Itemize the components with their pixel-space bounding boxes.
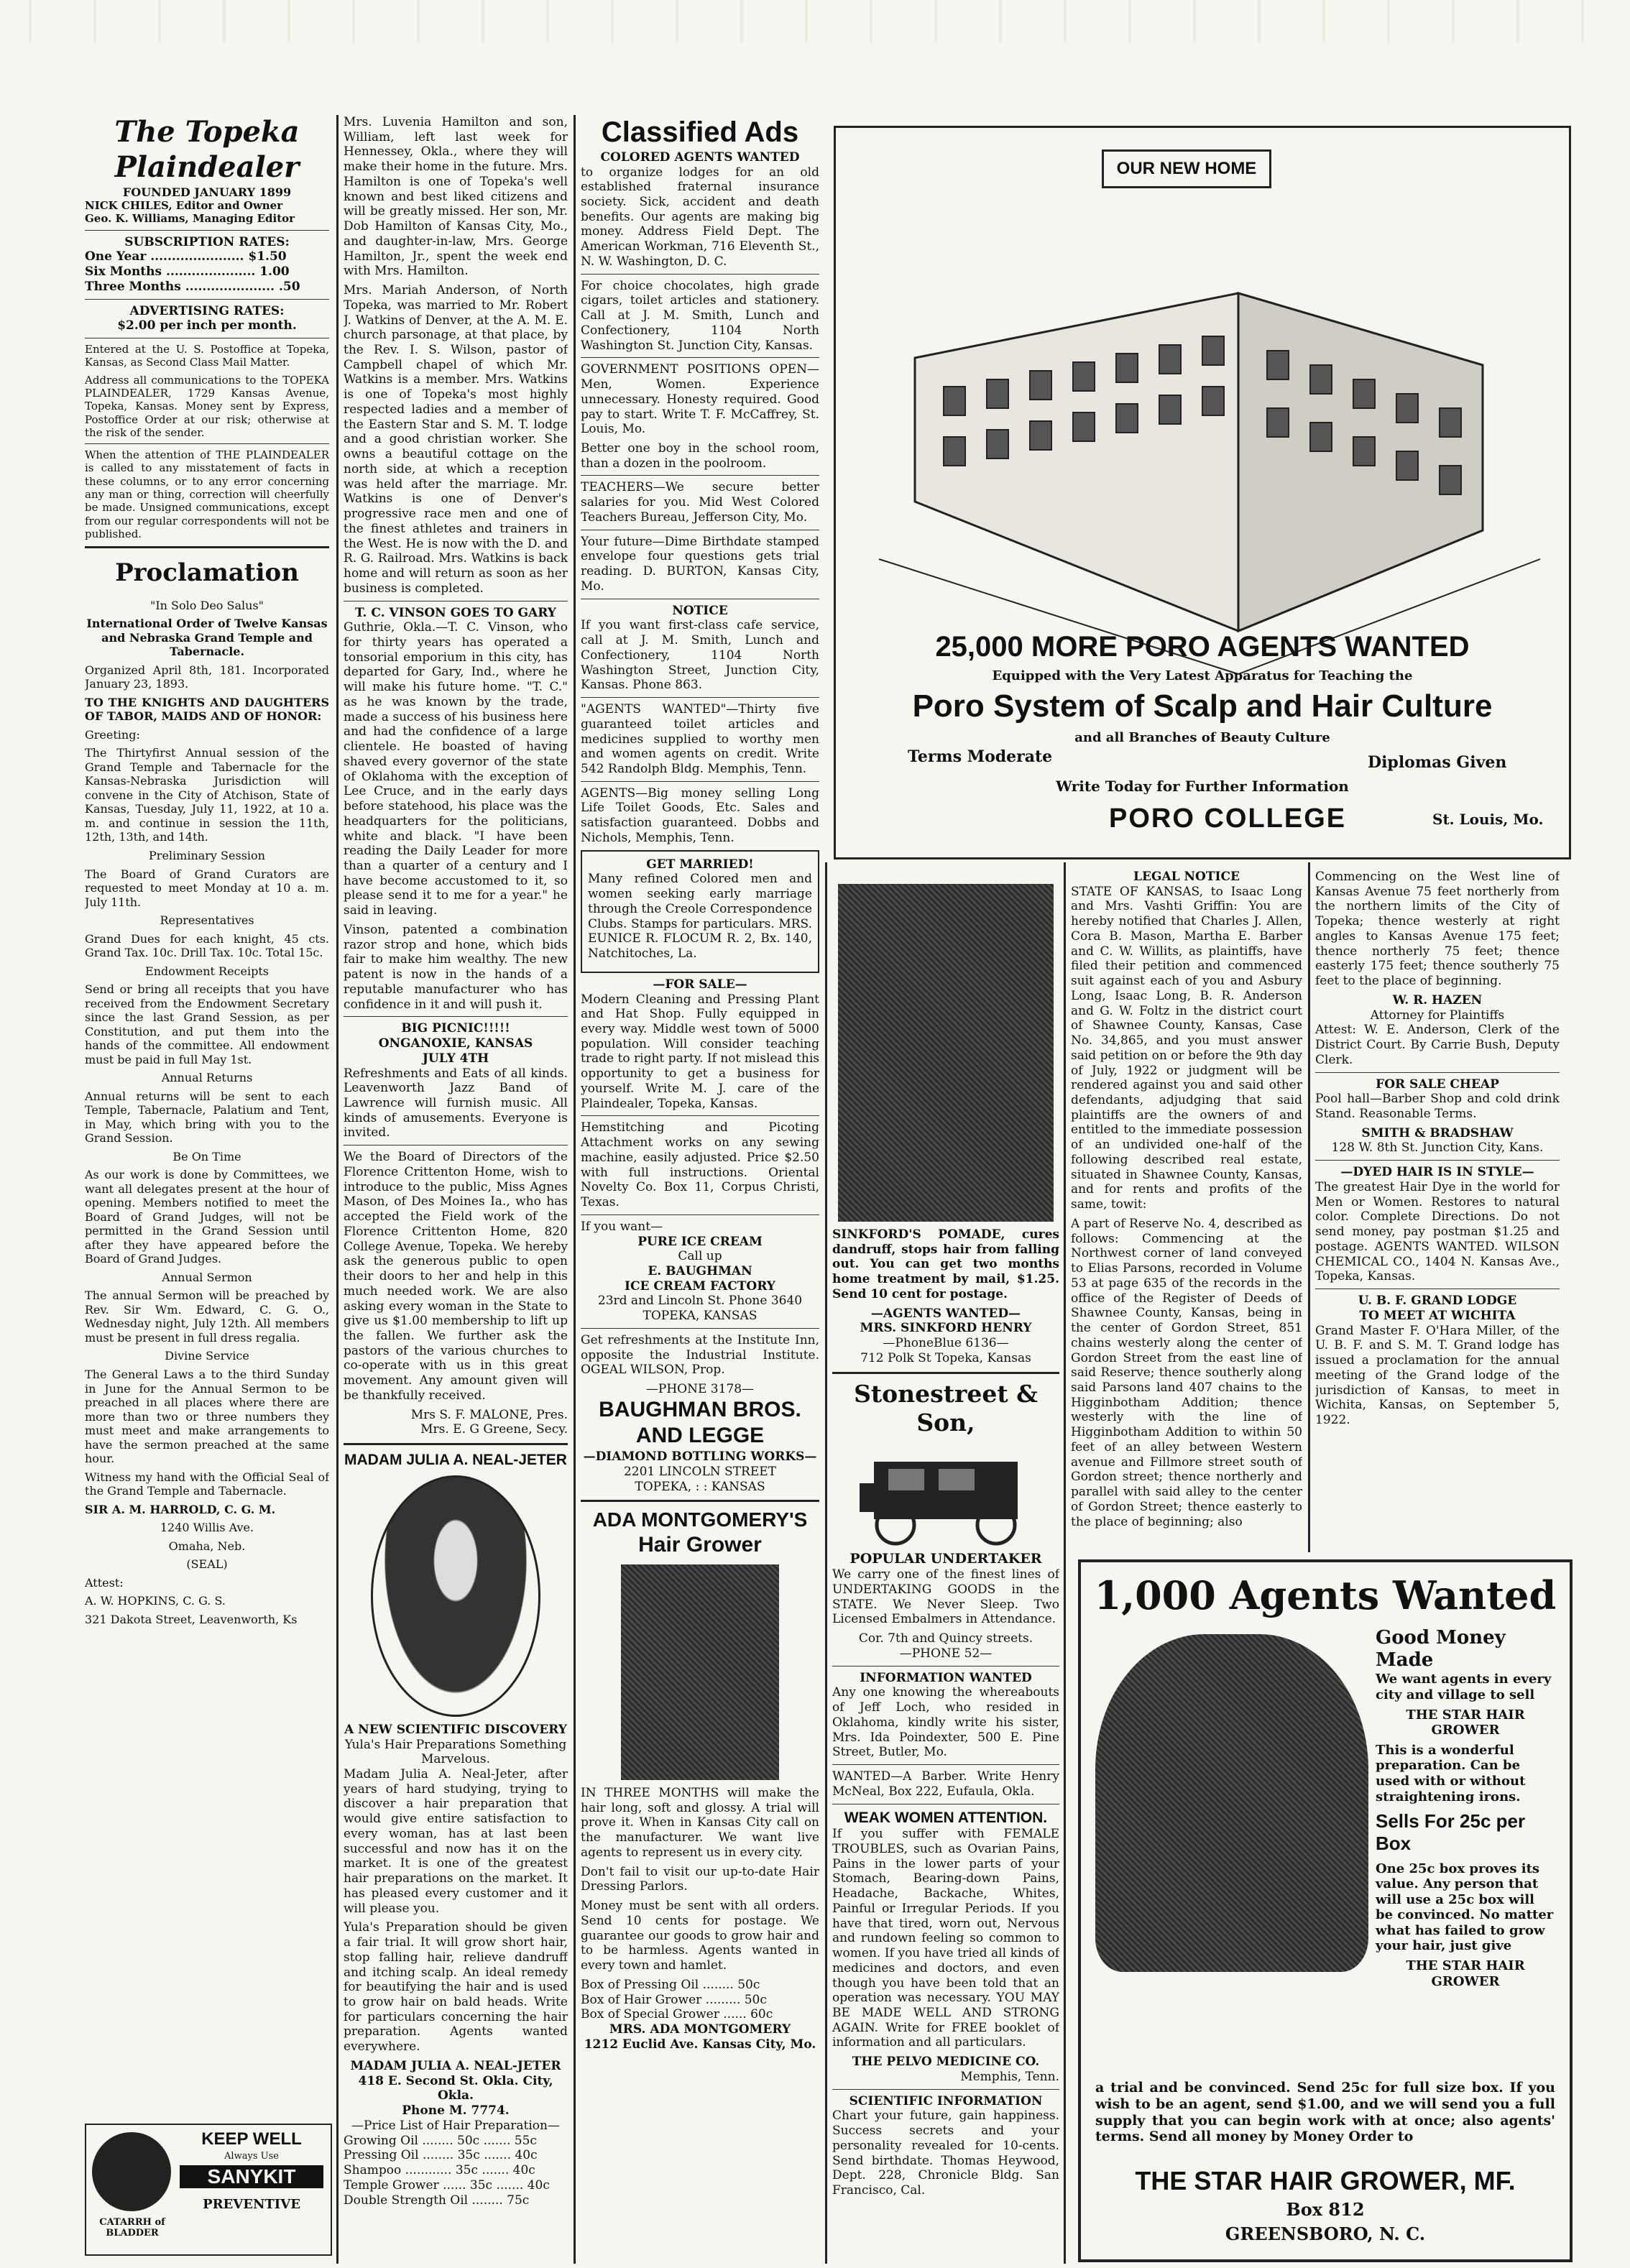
proclamation-line: Preliminary Session [149,848,265,862]
legal-body-2: A part of Reserve No. 4, described as follows: Commencing at the Northwest corner of land conveyed to Elias Parsons, recorded in Volume 53 at page 635 of the records in the office of the Register of Deeds of Shawnee County, Kansas, being in the center of Gordon Street, 851 chains westerly along the center of Gordon Street from the east line of said Reserve; thence southerly along said Parsons land 407 chains to the Higginbotham Addition; thence westerly with the line of Higginbotham Addition to within 50 feet of an alley between Western avenue and Fillmore street south of Gordon street; thence northerly and parallel with said alley to the center of Gordon Street; thence easterly to the place of beginning; also [1071,1216,1302,1529]
seal-icon [92,2132,171,2211]
social-item: Mrs. Mariah Anderson, of North Topeka, was married to Mr. Robert J. Watkins of Denver, at the A. M. E. church parsonage, at that place, by the Rev. I. S. Wilson, pastor of Campbell chapel of which Mr. Watkins is a member. Mrs. Watkins is one of Topeka's most highly respected ladies and a member of the Eastern Star and S. M. T. lodge and a good christian worker. She owns a beautiful cottage on the north side, at which a reception was held after the marriage. Mr. Watkins is one of Denver's progressive race men and one of the finest athletes and trainers in the West. He is now with the D. and R. G. Railroad. Mrs. Watkins is back home and will return as soon as her business is completed. [344,283,568,596]
phone-label: —PHONE 3178— [645,1382,755,1397]
proclamation-line: The General Laws a to the third Sunday in June for the Annual Sermon to be preached in all places where there are more than two or three numbers they must meet and make arrangements to have the sermon preached at the same hour. [85,1368,329,1466]
star-name-2: THE STAR HAIR GROWER [1406,1958,1525,1989]
poro-sub: Equipped with the Very Latest Apparatus for Teaching the [992,668,1413,683]
legal-body-3: Commencing on the West line of Kansas Avenue 75 feet northerly from the northern limits of the City of Topeka; thence westerly at right angles to Kansas Avenue 175 feet; thence northerly 75 feet; thence easterly 175 feet; thence southerly 75 feet to the place of beginning. [1315,870,1560,989]
discovery-heading: A NEW SCIENTIFIC DISCOVERY [344,1722,567,1737]
ubf-heading: U. B. F. GRAND LODGE [1358,1294,1517,1309]
icecream-city: TOPEKA, KANSAS [643,1309,758,1324]
forsale-body: Modern Cleaning and Pressing Plant and Hat Shop. Fully equipped in every way. Middle west town of 5000 population. Will consider teaching trade to right party. If not mislead this opportunity to get a business for yourself. Write M. J. care of the Plaindealer, Topeka, Kansas. [581,992,819,1111]
neal-addr: MADAM JULIA A. NEAL-JETER [350,2058,561,2073]
star-wonder: This is a wonderful preparation. Can be used with or without straightening irons. [1376,1742,1526,1804]
proclamation-line: 321 Dakota Street, Leavenworth, Ks [85,1612,298,1626]
classified-item: to organize lodges for an old established fraternal insurance society. Sick, accident and death benefits. Our agents are making big money. Address Field Dept. The American Workman, 716 Eleventh St., N. W. Washington, D. C. [581,165,819,269]
star-boxno: Box 812 [1286,2199,1365,2220]
masthead-editor: NICK CHILES, Editor and Owner [85,199,283,213]
proclamation-line: The Thirtyfirst Annual session of the Grand Temple and Tabernacle for the Kansas-Nebraska Jurisdiction will convene in the City of Atchison, State of Kansas, Tuesday, July 11, 1922, at 10 a. m. and continue in session the 11th, 12th, 13th, and 14th. [85,746,329,844]
ada-sub: Hair Grower [638,1533,762,1557]
star-name: THE STAR HAIR GROWER [1406,1707,1525,1738]
proclamation-line: Send or bring all receipts that you have received from the Endowment Secretary since the last Grand Session, as per Constitution, and put them into the hands of the committee. All endowment must be paid in full May 1st. [85,982,329,1066]
legal-sig: W. R. HAZEN [1392,992,1483,1008]
top-margin-noise [0,0,1630,43]
scientific-body: Chart your future, gain happiness. Success secrets and your personality revealed for 10-cents. Send birthdate. Thomas Heywood, Dept. 228, Chronicle Bldg. San Francisco, Cal. [832,2108,1059,2198]
subscription-heading: SUBSCRIPTION RATES: [124,234,290,249]
picnic-sub: ONGANOXIE, KANSAS [378,1036,533,1051]
info-heading: INFORMATION WANTED [860,1670,1032,1685]
poro-system: Poro System of Scalp and Hair Culture [912,688,1493,724]
info-body: Any one knowing the whereabouts of Jeff Loch, who resided in Oklahoma, kindly write his sister, Mrs. Ida Poindexter, 500 E. Pine Street, Butler, Mo. [832,1685,1059,1760]
star-city: GREENSBORO, N. C. [1225,2223,1426,2244]
proclamation-line: Divine Service [165,1349,249,1363]
proclamation-body [85,599,329,1627]
proclamation-line: As our work is done by Committees, we want all delegates present at the hour of opening. Members notified to meet the Board of Grand Judges, will not be permitted in the Grand Session until after they have appeared before the Board of Grand Judges. [85,1168,329,1266]
icecream-factory: ICE CREAM FACTORY [625,1278,775,1294]
weak-sig: THE PELVO MEDICINE CO. [852,2055,1040,2070]
married-box [581,850,819,973]
proclamation-line: Be On Time [172,1149,241,1163]
poro-write: Write Today for Further Information [1056,778,1349,795]
pricelist-item: Temple Grower ...... 35c ....... 40c [344,2177,550,2193]
crittenton-sig: Mrs S. F. MALONE, Pres. [410,1407,568,1422]
column-2 [344,115,568,2254]
agents-heading: COLORED AGENTS WANTED [600,149,800,165]
star-box: One 25c box proves its value. Any person that will use a 25c box will be convinced. No matter what has failed to grow your hair, just give [1376,1861,1554,1954]
keep-well-label: KEEP WELL [201,2129,302,2149]
ada-body-2: Don't fail to visit our up-to-date Hair Dressing Parlors. [581,1864,819,1894]
proclamation-line: Annual Sermon [162,1270,252,1284]
married-body: Many refined Colored men and women seeking early marriage through the Creole Correspondence Clubs. Stamps for particulars. MRS. EUNICE R. FLOCUM R. 2, Bx. 140, Natchitoches, La. [588,872,812,962]
stonestreet-addr: Cor. 7th and Quincy streets. [858,1631,1033,1646]
picnic-heading: BIG PICNIC!!!!! [401,1021,510,1036]
subscription-six-months: Six Months ..................... 1.00 [85,264,290,280]
proclamation-line: (SEAL) [186,1557,228,1572]
column-1 [85,115,329,2254]
proclamation-line: The annual Sermon will be preached by Rev. Sir Wm. Edward, C. G. O., Wednesday night, July 12th. All members must be present in full dress regalia. [85,1289,329,1345]
poro-city: St. Louis, Mo. [1432,811,1544,828]
neal-jeter-heading: MADAM JULIA A. NEAL-JETER [344,1452,567,1469]
forsale-cheap-body: Pool hall—Barber Shop and cold drink Stand. Reasonable Terms. [1315,1092,1560,1122]
column-6 [1315,870,1560,1549]
proclamation-line: International Order of Twelve Kansas and Nebraska Grand Temple and Tabernacle. [86,617,328,659]
forsale-heading: —FOR SALE— [653,977,747,992]
column-rule [574,115,576,2264]
ada-heading: ADA MONTGOMERY'S [592,1508,808,1531]
proclamation-line: Endowment Receipts [145,964,269,978]
ada-price: Box of Hair Grower ......... 50c [581,1992,767,2007]
vinson-body: Guthrie, Okla.—T. C. Vinson, who for thirty years has operated a tonsorial emporium in this city, has departed for Gary, Ind., where he will make his future home. "T. C." as he was known by the trade, made a success of his business here and had the confidence of a large clientele. He boasted of having shaved every governor of the state of Oklahoma with the exception of Lee Cruce, and in the early days before statehood, his place was the headquarters for the politicians, white and black. "I have been reading the Daily Leader for more than a quarter of a century and I have become accustomed to it, so please send it to me for a year." he said in leaving. [344,620,568,918]
baughman-sub: —DIAMOND BOTTLING WORKS— [583,1449,817,1465]
dyed-body: The greatest Hair Dye in the world for Men or Women. Restores to natural color. Complete Directions. Do not send money, pay postman $1.25 and postage. AGENTS WANTED. WILSON CHEMICAL CO., 1404 N. Kansas Ave., Topeka, Kansas. [1315,1179,1560,1284]
star-portrait [1095,1634,1368,1972]
sinkford-body: SINKFORD'S POMADE, cures dandruff, stops hair from falling out. You can get two months home treatment by mail, $1.25. Send 10 cent for postage. [832,1227,1059,1301]
ada-body: IN THREE MONTHS will make the hair long, soft and glossy. A trial will prove it. When in Kansas City call on the manufacturer. We want live agents to represent us in every city. [581,1786,819,1860]
classified-item: For choice chocolates, high grade cigars, toilet articles and stationery. Call at J. M. Smith, Lunch and Confectionery, 1104 North Washington St. Junction City, Kansas. [581,278,819,353]
social-item: Mrs. Luvenia Hamilton and son, William, left last week for Hennessey, Okla., where they will make their home in the future. Mrs. Hamilton is one of Topeka's well known and best liked citizens and will be greatly missed. Her son, Mr. Dob Hamilton of Kansas City, Mo., and daughter-in-law, Mrs. George Hamilton, Jr., spent the week end with Mrs. Hamilton. [344,115,568,279]
advertising-heading: ADVERTISING RATES: [129,303,285,318]
sinkford-name: MRS. SINKFORD HENRY [860,1321,1032,1336]
star-sells: Sells For 25c per Box [1376,1810,1526,1855]
sinkford-portrait [838,884,1054,1222]
proclamation-line: SIR A. M. HARROLD, C. G. M. [85,1502,276,1516]
notice-heading: NOTICE [672,603,728,618]
sanykit-ad [85,2124,332,2256]
hemstitch-body: Hemstitching and Picoting Attachment works on any sewing machine, easily adjusted. Price $2.50 with full instructions. Oriental Novelty Co. Box 11, Corpus Christi, Texas. [581,1120,819,1210]
classified-heading: Classified Ads [601,116,799,148]
weak-heading: WEAK WOMEN ATTENTION. [844,1809,1048,1826]
yula-sub: Yula's Hair Preparations Something Marvelous. [344,1737,567,1767]
proclamation-line: "In Solo Deo Salus" [149,598,264,612]
sinkford-addr: 712 Polk St Topeka, Kansas [860,1350,1031,1365]
weak-body: If you suffer with FEMALE TROUBLES, such as Ovarian Pains, Pains in the lower parts of your Stomach, Bearing-down Pains, Headache, Backache, Whites, Painful or Irregular Periods. If you have that tired, worn out, Nervous and rundown feeling so common to women. If you have tried all kinds of medicines and doctors, and even though you have been told that an operation was necessary. YOU MAY BE MADE WELL AND STRONG AGAIN. Write for FREE booklet of information and all particulars. [832,1827,1059,2050]
scientific-heading: SCIENTIFIC INFORMATION [849,2093,1043,2108]
sanykit-sub: PREVENTIVE [203,2197,300,2212]
ada-price: Box of Pressing Oil ........ 50c [581,1977,760,1992]
crittenton-sig: Mrs. E. G Greene, Secy. [420,1422,568,1437]
forsale-cheap-heading: FOR SALE CHEAP [1376,1077,1499,1092]
icecream-name: E. BAUGHMAN [648,1264,752,1278]
picnic-date: JULY 4TH [422,1051,489,1066]
icecream-addr: 23rd and Lincoln St. Phone 3640 [597,1294,803,1309]
baughman-city: TOPEKA, : : KANSAS [635,1479,765,1494]
classified-item: Your future—Dime Birthdate stamped envelope four questions gets trial reading. D. BURTON, Kansas City, Mo. [581,534,819,594]
proclamation-line: Grand Dues for each knight, 45 cts. Grand Tax. 10c. Drill Tax. 10c. Total 15c. [85,931,329,960]
proclamation-line: TO THE KNIGHTS AND DAUGHTERS OF TABOR, MAIDS AND OF HONOR: [85,695,329,724]
star-want: We want agents in every city and village to sell [1376,1672,1552,1702]
pricelist-item: Pressing Oil ........ 35c ....... 40c [344,2148,538,2163]
proclamation-line: Witness my hand with the Official Seal of the Grand Temple and Tabernacle. [85,1470,329,1498]
neal-jeter-portrait [371,1475,540,1717]
poro-headline: 25,000 MORE PORO AGENTS WANTED [935,631,1470,663]
classified-item: "AGENTS WANTED"—Thirty five guaranteed toilet articles and medicines supplied to worthy men and women agents on credit. Write 542 Randolph Bldg. Memphis, Tenn. [581,702,819,776]
proclamation-line: Omaha, Neb. [168,1539,246,1553]
proclamation-line: The Board of Grand Curators are requested to meet Monday at 10 a. m. July 11th. [85,867,329,909]
weak-city: Memphis, Tenn. [960,2069,1059,2084]
masthead-manager: Geo. K. Williams, Managing Editor [85,212,295,226]
subscription-three-months: Three Months ..................... .50 [85,279,300,294]
star-text [1376,1627,1555,1993]
ada-portrait [621,1564,779,1780]
proclamation-line: Attest: [85,1575,124,1590]
pricelist-item: Double Strength Oil ........ 75c [344,2193,530,2208]
classified-item: TEACHERS—We secure better salaries for you. Mid West Colored Teachers Bureau, Jefferson City, Mo. [581,480,819,525]
masthead-founded: FOUNDED JANUARY 1899 [122,185,292,199]
poro-branches: and all Branches of Beauty Culture [1074,730,1330,745]
advertising-rate: $2.00 per inch per month. [117,318,297,333]
stonestreet-phone: —PHONE 52— [899,1646,993,1661]
sinkford-phone: —PhoneBlue 6136— [883,1336,1009,1351]
address-notice: Address all communications to the TOPEKA PLAINDEALER, 1729 Kansas Avenue, Topeka, Kansas. Money sent by Express, Postoffice Order at our risk; otherwise at the risk of the sender. [85,373,329,439]
proclamation-line: Annual Returns [161,1071,253,1085]
vinson-body-2: Vinson, patented a combination razor strop and hone, which bids fair to make him wealthy. The new patent is now in the hands of a reputable manufacturer who has confidence in it and will push it. [344,922,568,1012]
proclamation-line: A. W. HOPKINS, C. G. S. [85,1594,226,1608]
column-rule [825,862,827,2264]
crittenton-body: We the Board of Directors of the Florence Crittenton Home, wish to introduce to the public, Miss Agnes Mason, of Des Moines Ia., who has accepted the Field work of the Florence Crittenton Home, 820 College Avenue, Topeka. We hereby ask the generous public to open their doors to her and help in this much needed work. We are also asking every woman in the State to give us $1.00 membership to lift up the fallen. We further ask the pastors of the various churches to co-operate with us in this great movement. Any amount given will be thankfully received. [344,1150,568,1403]
sanykit-left-label: CATARRH of BLADDER [99,2217,165,2239]
classified-item: If you want first-class cafe service, call at J. M. Smith, Lunch and Confectionery, 1104 North Washington Street, Junction City, Kansas. Phone 863. [581,618,819,693]
picnic-body: Refreshments and Eats of all kinds. Leavenworth Jazz Band of Lawrence will furnish music. All kinds of amusements. Everyone is invited. [344,1066,568,1140]
column-rule [1308,862,1310,1552]
always-use-label: Always Use [224,2151,279,2162]
ada-addr: 1212 Euclid Ave. Kansas City, Mo. [584,2037,816,2052]
poro-college: PORO COLLEGE [1109,803,1347,834]
legal-attest: Attest: W. E. Anderson, Clerk of the District Court. By Carrie Bush, Deputy Clerk. [1315,1023,1560,1067]
icecream-call: Call up [678,1249,722,1264]
column-rule [1064,862,1066,2264]
neal-addr: 418 E. Second St. Okla. City, Okla. [358,2073,553,2103]
poro-ad [834,126,1571,859]
refresh-body: Get refreshments at the Institute Inn, opposite the Industrial Institute. OGEAL WILSON, Prop. [581,1332,819,1378]
star-trial: a trial and be convinced. Send 25c for full size box. If you wish to be an agent, send $1.00, and we will send you a full supply that you can begin work with at once; also agents' terms. Send all money by Money Order to [1095,2080,1555,2145]
proclamation-line: Greeting: [85,727,140,742]
poro-terms: Terms Moderate [908,747,1053,766]
proclamation-heading: Proclamation [115,558,299,588]
star-headline: 1,000 Agents Wanted [1094,1572,1557,1618]
ubf-sub: TO MEET AT WICHITA [1359,1308,1516,1323]
forsale-cheap-names: SMITH & BRADSHAW [1361,1125,1514,1140]
baughman-addr: 2201 LINCOLN STREET [623,1464,776,1479]
legal-body: STATE OF KANSAS, to Isaac Long and Mrs. Vashti Griffin: You are hereby notified that Charles J. Allen, Cora B. Mason, Martha E. Barber and C. W. Willits, as plaintiffs, have filed their petition and commenced suit against each of you and Asbury Long, Isaac Long, B. R. Anderson and G. W. Foltz in the district court of Shawnee County, Kansas, Case No. 34,865, and you must answer said petition on or before the 9th day of July, 1922 or judgment will be rendered against you and said other defendants, adjudging that said plaintiffs are the owners of and entitled to the immediate possession of an undivided one-half of the following described real estate, situated in Shawnee County, Kansas, and for rents and profits of the same, towit: [1071,884,1302,1212]
neal-body: Madam Julia A. Neal-Jeter, after years of hard studying, trying to discover a hair preparation that would give entire satisfaction to every woman, has at last been successful and now has it on the market. It is one of the greatest hair preparations on the market. It has pleased every customer and it will please you. [344,1766,568,1916]
married-heading: GET MARRIED! [646,857,754,872]
barber-body: WANTED—A Barber. Write Henry McNeal, Box 222, Eufaula, Okla. [832,1769,1059,1799]
poro-tag: OUR NEW HOME [1102,149,1271,188]
star-hair-ad [1078,1559,1573,2262]
baughman-heading: BAUGHMAN BROS. [599,1397,801,1421]
icecream-lead: If you want— [581,1219,663,1234]
pricelist-item: Shampoo ............ 35c ....... 40c [344,2163,535,2178]
poro-diplomas: Diplomas Given [1368,753,1507,772]
ada-sig: MRS. ADA MONTGOMERY [609,2022,791,2037]
correction-notice: When the attention of THE PLAINDEALER is called to any misstatement of facts in these columns, or to any error concerning any man or thing, correction will cheerfully be made. Unsigned communications, except from our regular correspondents will not be published. [85,448,329,540]
column-4 [832,870,1059,2254]
pricelist-item: Growing Oil ........ 50c ....... 55c [344,2133,537,2148]
neal-phone: Phone M. 7774. [402,2103,510,2119]
vinson-heading: T. C. VINSON GOES TO GARY [355,605,556,620]
proclamation-line: Organized April 8th, 181. Incorporated January 23, 1893. [85,663,329,691]
masthead-title: The Topeka Plaindealer [114,115,300,184]
legal-sig-2: Attorney for Plaintiffs [1370,1008,1505,1023]
legal-heading: LEGAL NOTICE [1133,870,1240,884]
neal-body-2: Yula's Preparation should be given a fair trial. It will grow short hair, stop falling hair, relieve dandruff and itching scalp. An ideal remedy for beautifying the hair and is used to grow hair on bald heads. Write for particulars concerning the hair preparation. Agents wanted everywhere. [344,1920,568,2055]
classified-item: Better one boy in the school room, than a dozen in the poolroom. [581,441,819,471]
column-5 [1071,870,1302,1564]
pricelist-heading: —Price List of Hair Preparation— [351,2118,560,2133]
proclamation-line: Annual returns will be sent to each Temple, Tabernacle, Palatium and Tent, in May, which bring with you to the Grand Session. [85,1089,329,1145]
icecream-heading: PURE ICE CREAM [637,1234,763,1249]
proclamation-line: Representatives [160,913,254,928]
entered-notice: Entered at the U. S. Postoffice at Topeka, Kansas, as Second Class Mail Matter. [85,343,329,369]
stonestreet-title: POPULAR UNDERTAKER [849,1551,1042,1567]
subscription-one-year: One Year ...................... $1.50 [85,249,287,264]
column-3 [581,115,819,2254]
hearse-icon [838,1440,1054,1548]
ada-body-3: Money must be sent with all orders. Send 10 cents for postage. We guarantee our goods to grow hair and to be harmless. Agents wanted in every town and hamlet. [581,1899,819,1973]
sinkford-agents: —AGENTS WANTED— [870,1306,1021,1321]
classified-item: AGENTS—Big money selling Long Life Toilet Goods, Etc. Sales and satisfaction guaranteed. Dobbs and Nichols, Memphis, Tenn. [581,785,819,845]
forsale-cheap-addr: 128 W. 8th St. Junction City, Kans. [1331,1140,1544,1156]
classified-item: GOVERNMENT POSITIONS OPEN—Men, Women. Experience unnecessary. Honesty required. Good pay to start. Write T. F. McCaffrey, St. Louis, Mo. [581,362,819,437]
stonestreet-heading: Stonestreet & Son, [854,1379,1038,1437]
baughman-heading-2: AND LEGGE [635,1424,765,1448]
stonestreet-body: We carry one of the finest lines of UNDERTAKING GOODS in the STATE. We Never Sleep. Two Licensed Embalmers in Attendance. [832,1567,1059,1627]
ubf-body: Grand Master F. O'Hara Miller, of the U. B. F. and S. M. T. Grand lodge has issued a proclamation for the annual meeting of the Grand lodge of the jurisdiction of Kansas, to meet in Wichita, Kansas, on September 5, 1922. [1315,1323,1560,1427]
star-good: Good Money Made [1376,1627,1506,1672]
column-rule [336,115,339,2264]
star-firm: THE STAR HAIR GROWER, MF. [1135,2166,1516,2195]
dyed-heading: —DYED HAIR IS IN STYLE— [1340,1165,1534,1180]
sanykit-brand: SANYKIT [180,2165,323,2188]
proclamation-line: 1240 Willis Ave. [160,1521,254,1535]
ada-price: Box of Special Grower ...... 60c [581,2007,773,2022]
